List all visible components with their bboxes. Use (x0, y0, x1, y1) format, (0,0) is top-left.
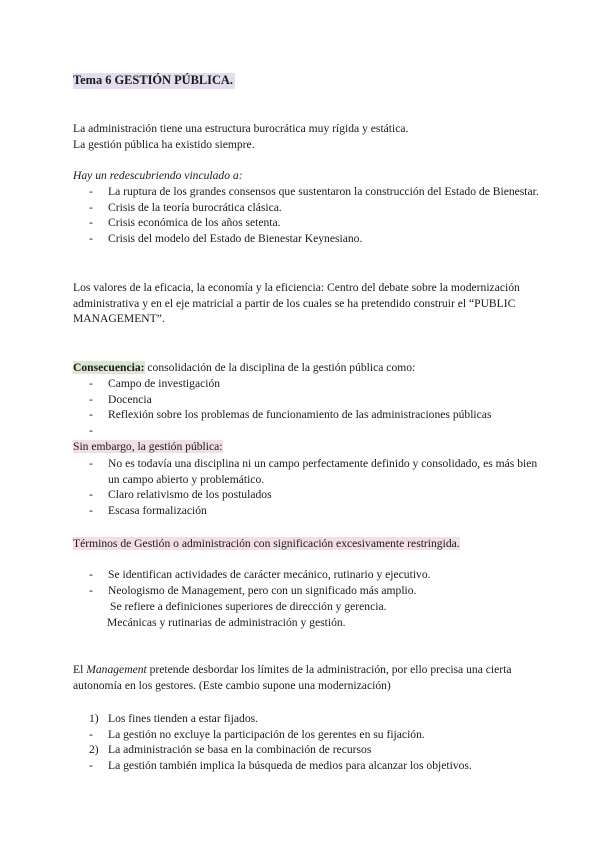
final-list (73, 711, 543, 773)
intro-line: La administración tiene una estructura burocrática muy rígida y estática. (73, 122, 409, 135)
list-item: - Crisis económica de los años setenta. (89, 216, 281, 230)
list-item: - No es todavía una disciplina ni un campo perfectamente definido y consolidado, es más bien un campo abierto y problemático. (89, 457, 538, 486)
terms-continuation: Se refiere a definiciones superiores de dirección y gerencia. (110, 600, 387, 613)
list-item: - La ruptura de los grandes consensos que sustentaron la construcción del Estado de Bienestar. (89, 185, 539, 198)
consequence-list: - Campo de investigación - Docencia - Reflexión sobre los problemas de funcionamiento de las administraciones públicas - (73, 376, 543, 423)
list-item: - Campo de investigación (89, 377, 221, 390)
intro-line: La gestión pública ha existido siempre. (73, 138, 255, 151)
rediscovery-heading: Hay un redescubriendo vinculado a: (73, 169, 243, 182)
list-item: - La gestión también implica la búsqueda de medios para alcanzar los objetivos. (89, 758, 472, 772)
management-paragraph: El Management pretende desbordar los límites de la administración, por ello precisa una cierta autonomía en los gestores. (Este cambio supone una modernización) (73, 663, 512, 692)
list-item: - Escasa formalización (89, 503, 207, 517)
list-item: - La gestión no excluye la participación de los gerentes en su fijación. (89, 727, 425, 741)
however-list (73, 456, 543, 518)
list-item: - Crisis de la teoría burocrática clásica. (89, 200, 282, 214)
list-item: - Crisis del modelo del Estado de Bienestar Keynesiano. (89, 231, 363, 245)
however-heading: Sin embargo, la gestión pública: (73, 440, 223, 453)
consequence-paragraph: Consecuencia: consolidación de la disciplina de la gestión pública como: (73, 361, 416, 374)
list-item: 1) Los fines tienden a estar fijados. (89, 712, 259, 725)
list-item: - Reflexión sobre los problemas de funcionamiento de las administraciones públicas (89, 408, 492, 422)
list-item: - Docencia (89, 392, 152, 406)
list-item: 2) La administración se basa en la combinación de recursos (89, 743, 372, 757)
consequence-label: Consecuencia: (73, 361, 145, 374)
terms-continuation: Mecánicas y rutinarias de administración y gestión. (107, 616, 346, 629)
rediscovery-list (73, 184, 543, 246)
values-paragraph: Los valores de la eficacia, la economía y la eficiencia: Centro del debate sobre la modernización administrativa y en el eje matricial a partir de los cuales se ha pretendido construir el “PUBLIC MANAGEMENT”. (73, 281, 520, 325)
management-term: Management (86, 663, 147, 676)
terms-list (73, 567, 543, 598)
list-item: - Se identifican actividades de carácter mecánico, rutinario y ejecutivo. (89, 568, 431, 581)
page-title: Tema 6 GESTIÓN PÚBLICA. (73, 73, 233, 87)
list-item: - Claro relativismo de los postulados (89, 488, 272, 502)
terms-heading: Términos de Gestión o administración con significación excesivamente restringida. (73, 537, 460, 550)
list-item: - Neologismo de Management, pero con un significado más amplio. (89, 583, 417, 597)
